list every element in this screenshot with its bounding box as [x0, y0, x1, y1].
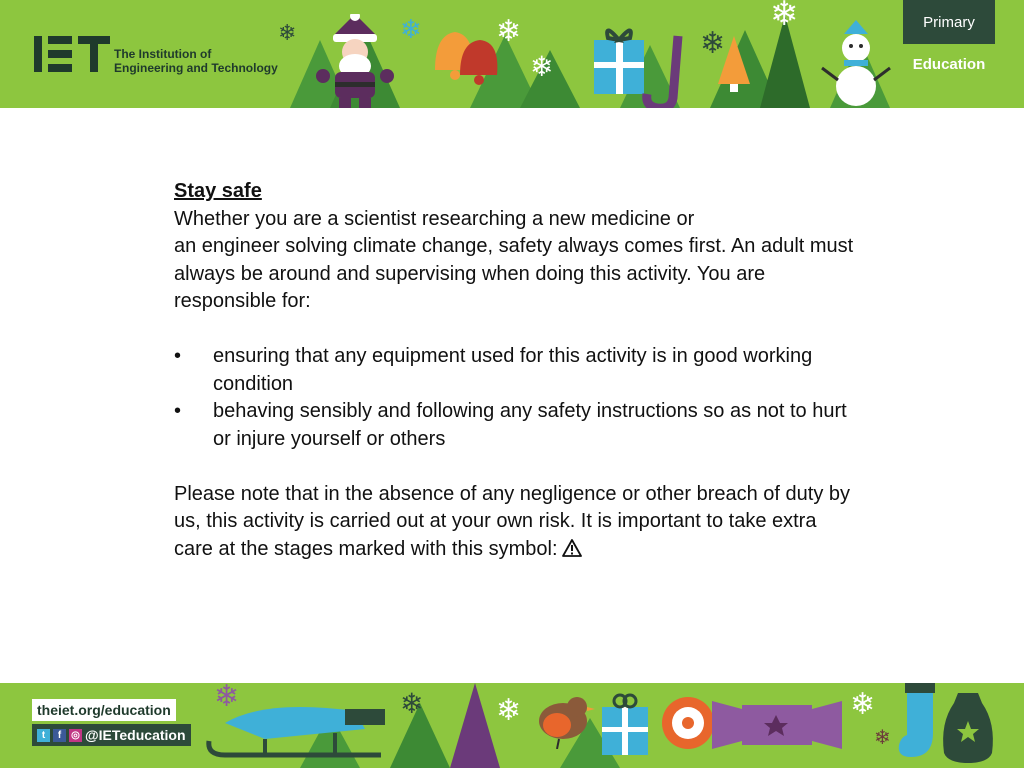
list-item: [174, 398, 854, 453]
snowflake-icon: ❄: [874, 727, 891, 749]
primary-badge: Primary: [903, 0, 995, 44]
intro-line1: Whether you are a scientist researching a new medicine or: [174, 207, 695, 230]
education-label: Education: [912, 56, 986, 73]
snowflake-icon: ❄: [496, 694, 522, 727]
heading-stay-safe: Stay safe: [174, 180, 262, 202]
list-item-text: behaving sensibly and following any safety instructions so as not to hurt or injure yourself or others: [213, 400, 847, 450]
sack-icon: [938, 683, 998, 763]
snowflake-icon: ❄: [400, 688, 424, 719]
risk-note-text: Please note that in the absence of any negligence or other breach of duty by us, this activity is carried out at your own risk. It is important to take extra care at the stages marked with this symbol:: [174, 482, 851, 560]
snowman-icon: [820, 20, 892, 108]
snowflake-icon: ❄: [850, 688, 876, 721]
present-icon: [600, 691, 650, 757]
tree-icon: [718, 36, 750, 94]
snowflake-icon: ❄: [770, 0, 799, 33]
snowflake-icon: ❄: [496, 15, 522, 48]
bauble-icon: [656, 683, 720, 753]
list-item-text: ensuring that any equipment used for this activity is in good working condition: [213, 345, 813, 395]
twitter-icon[interactable]: t: [37, 729, 50, 742]
snowflake-icon: ❄: [278, 20, 297, 45]
safety-notice: [174, 178, 854, 563]
snowflake-icon: ❄: [214, 683, 240, 713]
risk-note: [174, 481, 854, 564]
bells-icon: [425, 20, 505, 90]
website-url[interactable]: theiet.org/education: [32, 699, 176, 721]
snowflake-icon: ❄: [400, 14, 422, 44]
social-bar[interactable]: [32, 724, 191, 746]
santa-icon: [305, 14, 405, 108]
bullet-icon: •: [174, 345, 182, 367]
intro-paragraph: an engineer solving climate change, safety always comes first. An adult must always be around and supervising when doing this activity. You are responsible for:: [174, 235, 854, 312]
candy-cane-icon: [633, 28, 693, 108]
list-item: [174, 343, 854, 398]
cracker-icon: [712, 697, 842, 753]
responsibility-list: [174, 343, 854, 453]
header-band: [0, 0, 1024, 108]
snowflake-icon: ❄: [700, 27, 726, 60]
org-name: [114, 47, 294, 75]
robin-icon: [525, 689, 595, 749]
org-name-line1: The Institution of: [114, 47, 212, 61]
instagram-icon[interactable]: ◎: [69, 729, 82, 742]
snowflake-icon: ❄: [530, 51, 554, 82]
iet-logo: [34, 34, 112, 74]
footer-band: [0, 683, 1024, 768]
facebook-icon[interactable]: f: [53, 729, 66, 742]
org-name-line2: Engineering and Technology: [114, 61, 278, 75]
social-handle[interactable]: @IETeducation: [85, 727, 186, 743]
warning-triangle-icon: [562, 539, 582, 557]
bullet-icon: •: [174, 400, 182, 422]
